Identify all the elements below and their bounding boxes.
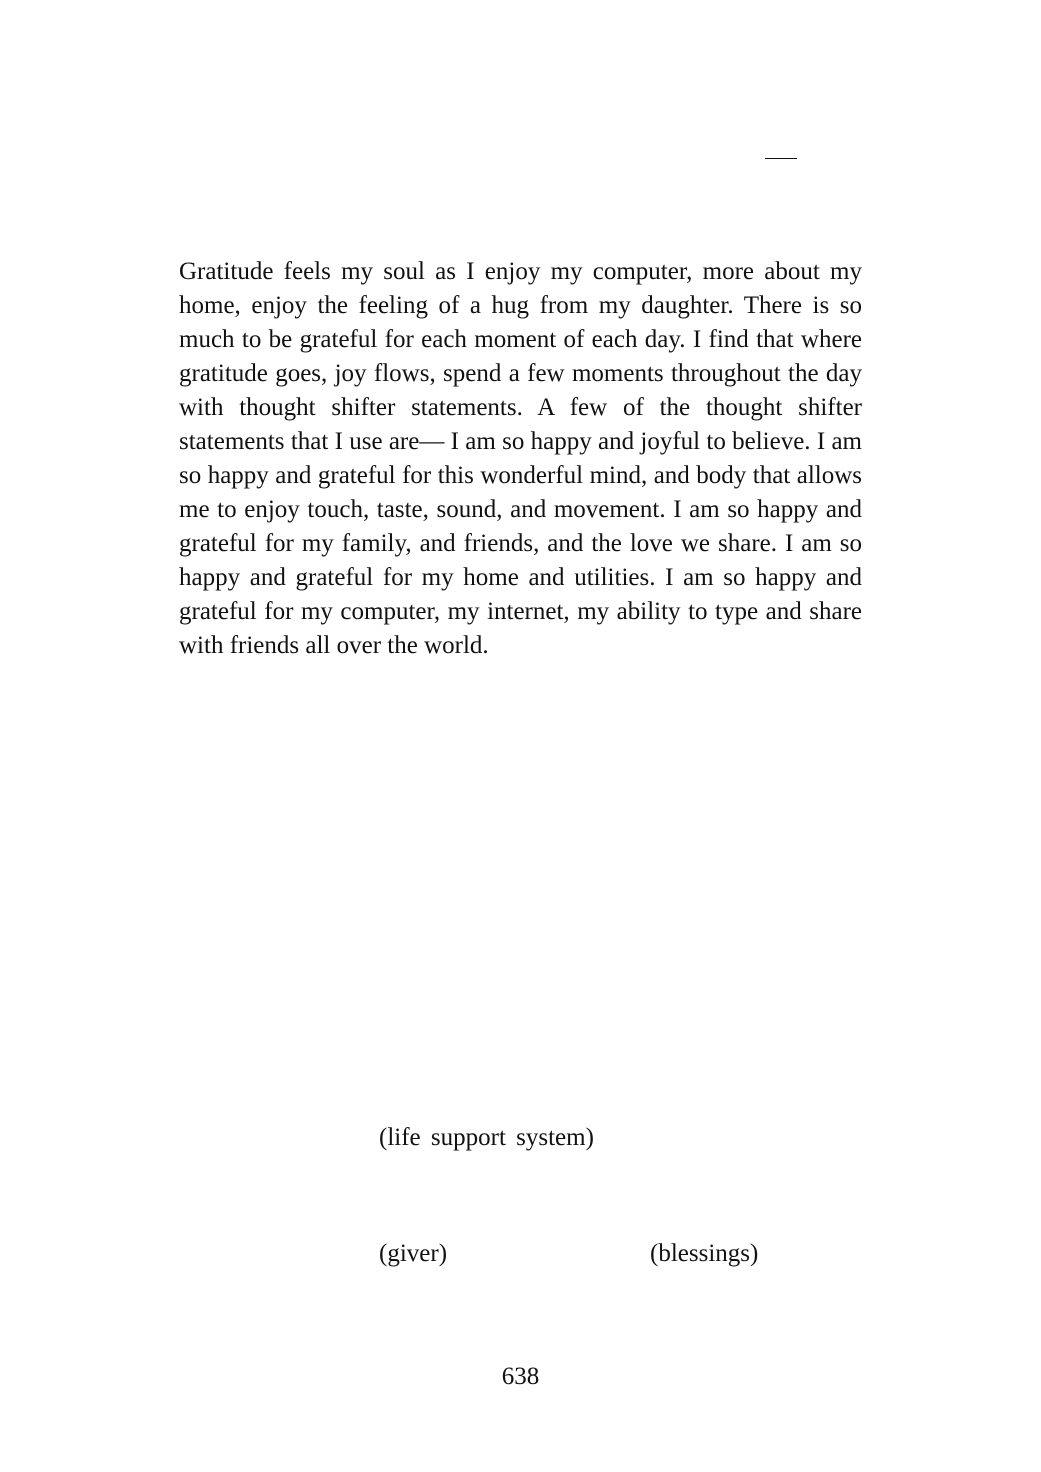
- label-giver: (giver): [379, 1240, 448, 1267]
- top-dash-mark: [765, 158, 797, 159]
- label-life-support-system: (life support system): [379, 1124, 594, 1151]
- body-paragraph: Gratitude feels my soul as I enjoy my computer, more about my home, enjoy the feeling of a hug from my daughter. There is so much to be grateful for each moment of each day. I find that where gratitude goes, joy flows, spend a few moments throughout the day with thought shifter statements. A few of the thought shifter statements that I use are— I am so happy and joyful to believe. I am so happy and grateful for this wonderful mind, and body that allows me to enjoy touch, taste, sound, and movement. I am so happy and grateful for my family, and friends, and the love we share. I am so happy and grateful for my home and utilities. I am so happy and grateful for my computer, my internet, my ability to type and share with friends all over the world.: [179, 258, 862, 659]
- page-number: 638: [501, 1363, 540, 1390]
- label-blessings: (blessings): [650, 1240, 759, 1267]
